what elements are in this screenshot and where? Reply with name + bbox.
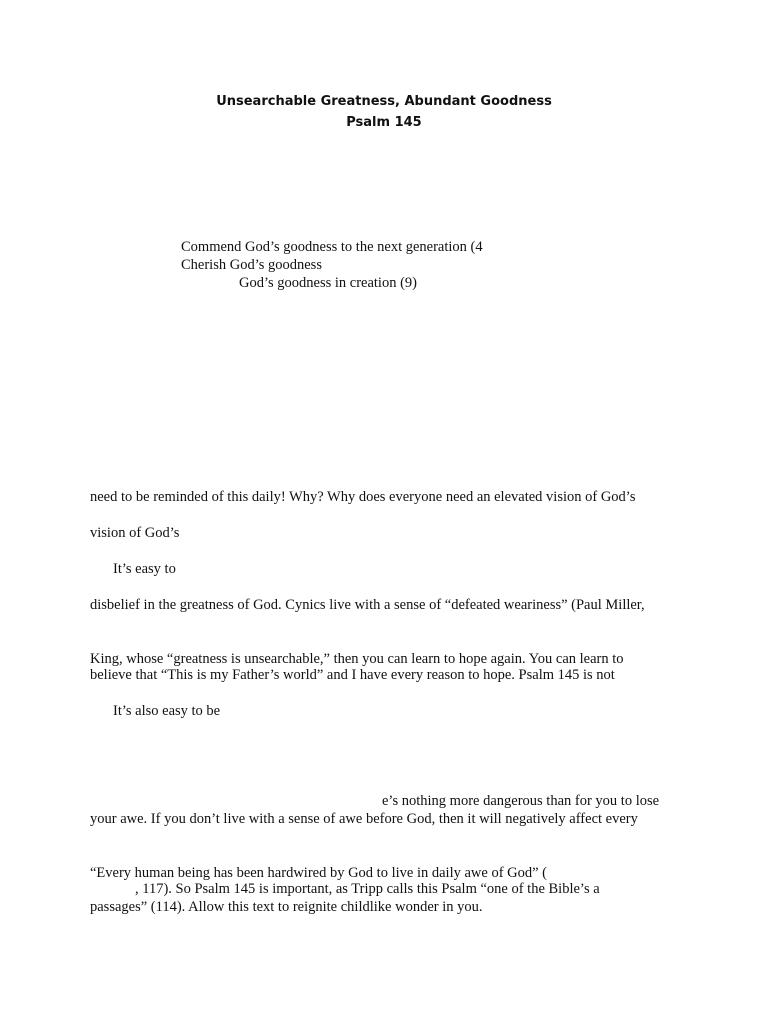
body-line: need to be reminded of this daily! Why? Why does everyone need an elevated vision of God’s (90, 489, 636, 505)
body-line: disbelief in the greatness of God. Cynics live with a sense of “defeated weariness” (Paul Miller, (90, 597, 645, 613)
body-line: vision of God’s (90, 525, 180, 541)
body-line: King, whose “greatness is unsearchable,” then you can learn to hope again. You can learn to (90, 651, 624, 667)
document-subtitle: Psalm 145 (346, 115, 422, 130)
body-line: , 117). So Psalm 145 is important, as Tripp calls this Psalm “one of the Bible’s a (135, 881, 600, 897)
body-line: e’s nothing more dangerous than for you to lose (382, 793, 660, 809)
body-line: passages” (114). Allow this text to reignite childlike wonder in you. (90, 899, 483, 915)
outline-item: Commend God’s goodness to the next generation (4 (181, 239, 483, 255)
body-line: your awe. If you don’t live with a sense of awe before God, then it will negatively affect every (90, 811, 638, 827)
document-title: Unsearchable Greatness, Abundant Goodness (216, 94, 552, 109)
body-line: It’s easy to (113, 561, 176, 577)
body-line: “Every human being has been hardwired by God to live in daily awe of God” ( (90, 865, 548, 881)
outline-item: Cherish God’s goodness (181, 257, 322, 273)
body-line: believe that “This is my Father’s world” and I have every reason to hope. Psalm 145 is not (90, 667, 615, 683)
outline-subitem: God’s goodness in creation (9) (239, 275, 417, 291)
body-line: It’s also easy to be (113, 703, 221, 719)
